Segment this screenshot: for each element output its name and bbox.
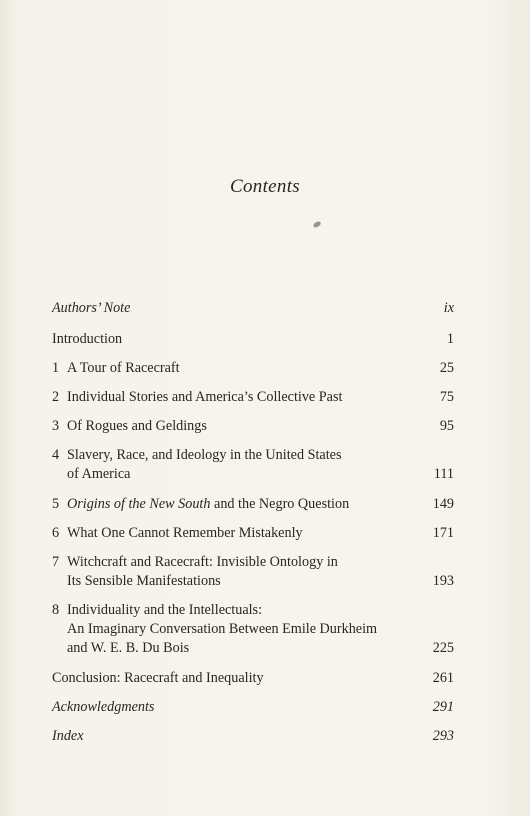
toc-entry-index bbox=[52, 727, 454, 746]
toc-entry-title bbox=[52, 446, 454, 484]
toc-entry-title-line: of America bbox=[67, 466, 131, 482]
toc-entry-page: 293 bbox=[432, 728, 454, 744]
toc-entry-title: Index bbox=[52, 728, 84, 744]
toc-entry-title bbox=[52, 601, 454, 658]
toc-entry-number: 8 bbox=[52, 602, 60, 618]
toc-entry-number: 2 bbox=[52, 389, 60, 405]
toc-entry-chapter-6 bbox=[52, 524, 454, 543]
toc-entry-number: 4 bbox=[52, 447, 60, 463]
toc-entry-title-line: Witchcraft and Racecraft: Invisible Ontology in bbox=[67, 554, 338, 570]
toc-entry-title-line: and W. E. B. Du Bois bbox=[67, 640, 190, 656]
toc-entry-chapter-4 bbox=[52, 446, 454, 484]
toc-entry-title: Acknowledgments bbox=[52, 699, 155, 715]
toc-entry-title-italic: Origins of the New South bbox=[67, 496, 211, 512]
toc-entry-page: 75 bbox=[439, 389, 454, 405]
toc-entry-title-line: Its Sensible Manifestations bbox=[67, 573, 221, 589]
toc-entry-title-line: An Imaginary Conversation Between Emile Durkheim bbox=[67, 621, 378, 637]
toc-entry-title: Introduction bbox=[52, 331, 123, 347]
toc-entry-title: A Tour of Racecraft bbox=[67, 360, 180, 376]
toc-entry-number: 6 bbox=[52, 525, 60, 541]
toc-entry-page: 149 bbox=[432, 496, 454, 512]
page-title: Contents bbox=[230, 176, 300, 197]
toc-entry-title-line: Individuality and the Intellectuals: bbox=[67, 602, 263, 618]
toc-entry-chapter-1 bbox=[52, 359, 454, 378]
toc-entry-number: 1 bbox=[52, 360, 60, 376]
toc-entry-title: What One Cannot Remember Mistakenly bbox=[67, 525, 303, 541]
toc-entry-page: 291 bbox=[432, 699, 454, 715]
toc-entry-chapter-7 bbox=[52, 553, 454, 591]
toc-entry-title bbox=[52, 553, 454, 591]
toc-entry-number: 5 bbox=[52, 496, 60, 512]
toc-entry-introduction bbox=[52, 330, 454, 349]
toc-entry-title: Individual Stories and America’s Collective Past bbox=[67, 389, 343, 405]
toc-entry-page: 95 bbox=[439, 418, 454, 434]
toc-entry-page: 171 bbox=[432, 525, 454, 541]
toc-entry-page: 25 bbox=[439, 360, 454, 376]
toc-entry-authors-note bbox=[52, 299, 454, 318]
toc-entry-conclusion bbox=[52, 669, 454, 688]
toc-entry-page: 111 bbox=[433, 466, 454, 482]
toc-entry-title-rest: and the Negro Question bbox=[210, 496, 350, 512]
toc-entry-title: Authors’ Note bbox=[52, 300, 131, 316]
toc-entry-page: ix bbox=[443, 300, 454, 316]
toc-entry-page: 1 bbox=[446, 331, 454, 347]
ornament-mark bbox=[312, 220, 321, 228]
toc-entry-acknowledgments bbox=[52, 698, 454, 717]
toc-entry-chapter-8 bbox=[52, 601, 454, 658]
toc-entry-number: 3 bbox=[52, 418, 60, 434]
toc-entry-title bbox=[52, 495, 454, 514]
toc-entry-title-line: Slavery, Race, and Ideology in the United States bbox=[67, 447, 342, 463]
toc-entry-title: Conclusion: Racecraft and Inequality bbox=[52, 670, 264, 686]
toc-entry-page: 225 bbox=[432, 640, 454, 656]
toc-entry-chapter-5 bbox=[52, 495, 454, 514]
toc-entry-chapter-2 bbox=[52, 388, 454, 407]
toc-entry-page: 261 bbox=[432, 670, 454, 686]
toc-entry-chapter-3 bbox=[52, 417, 454, 436]
toc-entry-page: 193 bbox=[432, 573, 454, 589]
toc-entry-number: 7 bbox=[52, 554, 60, 570]
toc-entry-title: Of Rogues and Geldings bbox=[67, 418, 207, 434]
